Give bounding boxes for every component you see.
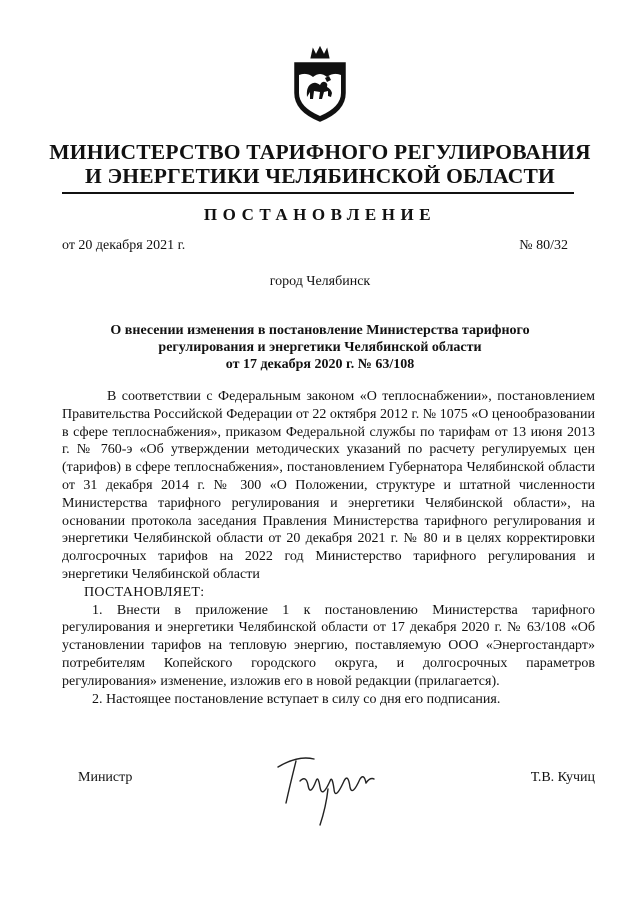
ministry-name-line1: МИНИСТЕРСТВО ТАРИФНОГО РЕГУЛИРОВАНИЯ xyxy=(49,140,591,164)
signer-name: Т.В. Кучиц xyxy=(530,770,595,785)
document-date: от 20 декабря 2021 г. xyxy=(62,238,186,253)
subject-line1: О внесении изменения в постановление Министерства тарифного xyxy=(110,323,530,338)
decree-item-2: 2. Настоящее постановление вступает в силу со дня его подписания. xyxy=(92,691,501,707)
header-divider xyxy=(62,192,574,194)
document-body xyxy=(62,388,595,708)
subject-line3: от 17 декабря 2020 г. № 63/108 xyxy=(225,357,415,372)
preamble-paragraph: В соответствии с Федеральным законом «О теплоснабжении», постановлением Правительства Российской Федерации от 22 октября 2012 г. № 1075 «О ценообразовании в сфере теплоснабжения», приказом Федеральной службы по тарифам от 13 июня 2013 г. № 760-э «Об утверждении методических указаний по расчету регулируемых цен (тарифов) в сфере теплоснабжения», постановлением Губернатора Челябинской области от 31 декабря 2014 г. № 300 «О Положении, структуре и штатной численности Министерства тарифного регулирования и энергетики Челябинской области», на основании протокола заседания Правления Министерства тарифного регулирования и энергетики Челябинской области от 20 декабря 2021 г. № 80 и в целях корректировки долгосрочных тарифов на 2022 год Министерство тарифного регулирования и энергетики Челябинской области xyxy=(62,389,595,582)
ministry-name-line2: И ЭНЕРГЕТИКИ ЧЕЛЯБИНСКОЙ ОБЛАСТИ xyxy=(85,164,555,188)
coat-of-arms-icon xyxy=(289,45,351,123)
decree-item-1: 1. Внести в приложение 1 к постановлению Министерства тарифного регулирования и энергетики Челябинской области от 17 декабря 2020 г. № 63/108 «Об установлении тарифов на тепловую энергию, поставляемую ООО «Энергостандарт» потребителям Копейского городского округа, и долгосрочных параметров регулирования» изменение, изложив его в новой редакции (прилагается). xyxy=(62,602,595,689)
document-city: город Челябинск xyxy=(269,274,371,289)
subject-line2: регулирования и энергетики Челябинской области xyxy=(158,340,482,355)
document-type: ПОСТАНОВЛЕНИЕ xyxy=(203,205,437,224)
handwritten-signature-icon xyxy=(270,745,400,830)
document-subject xyxy=(90,322,550,373)
document-number: № 80/32 xyxy=(519,238,568,253)
ministry-name xyxy=(40,140,600,188)
decree-word: ПОСТАНОВЛЯЕТ: xyxy=(84,584,205,600)
signer-position: Министр xyxy=(78,770,133,785)
